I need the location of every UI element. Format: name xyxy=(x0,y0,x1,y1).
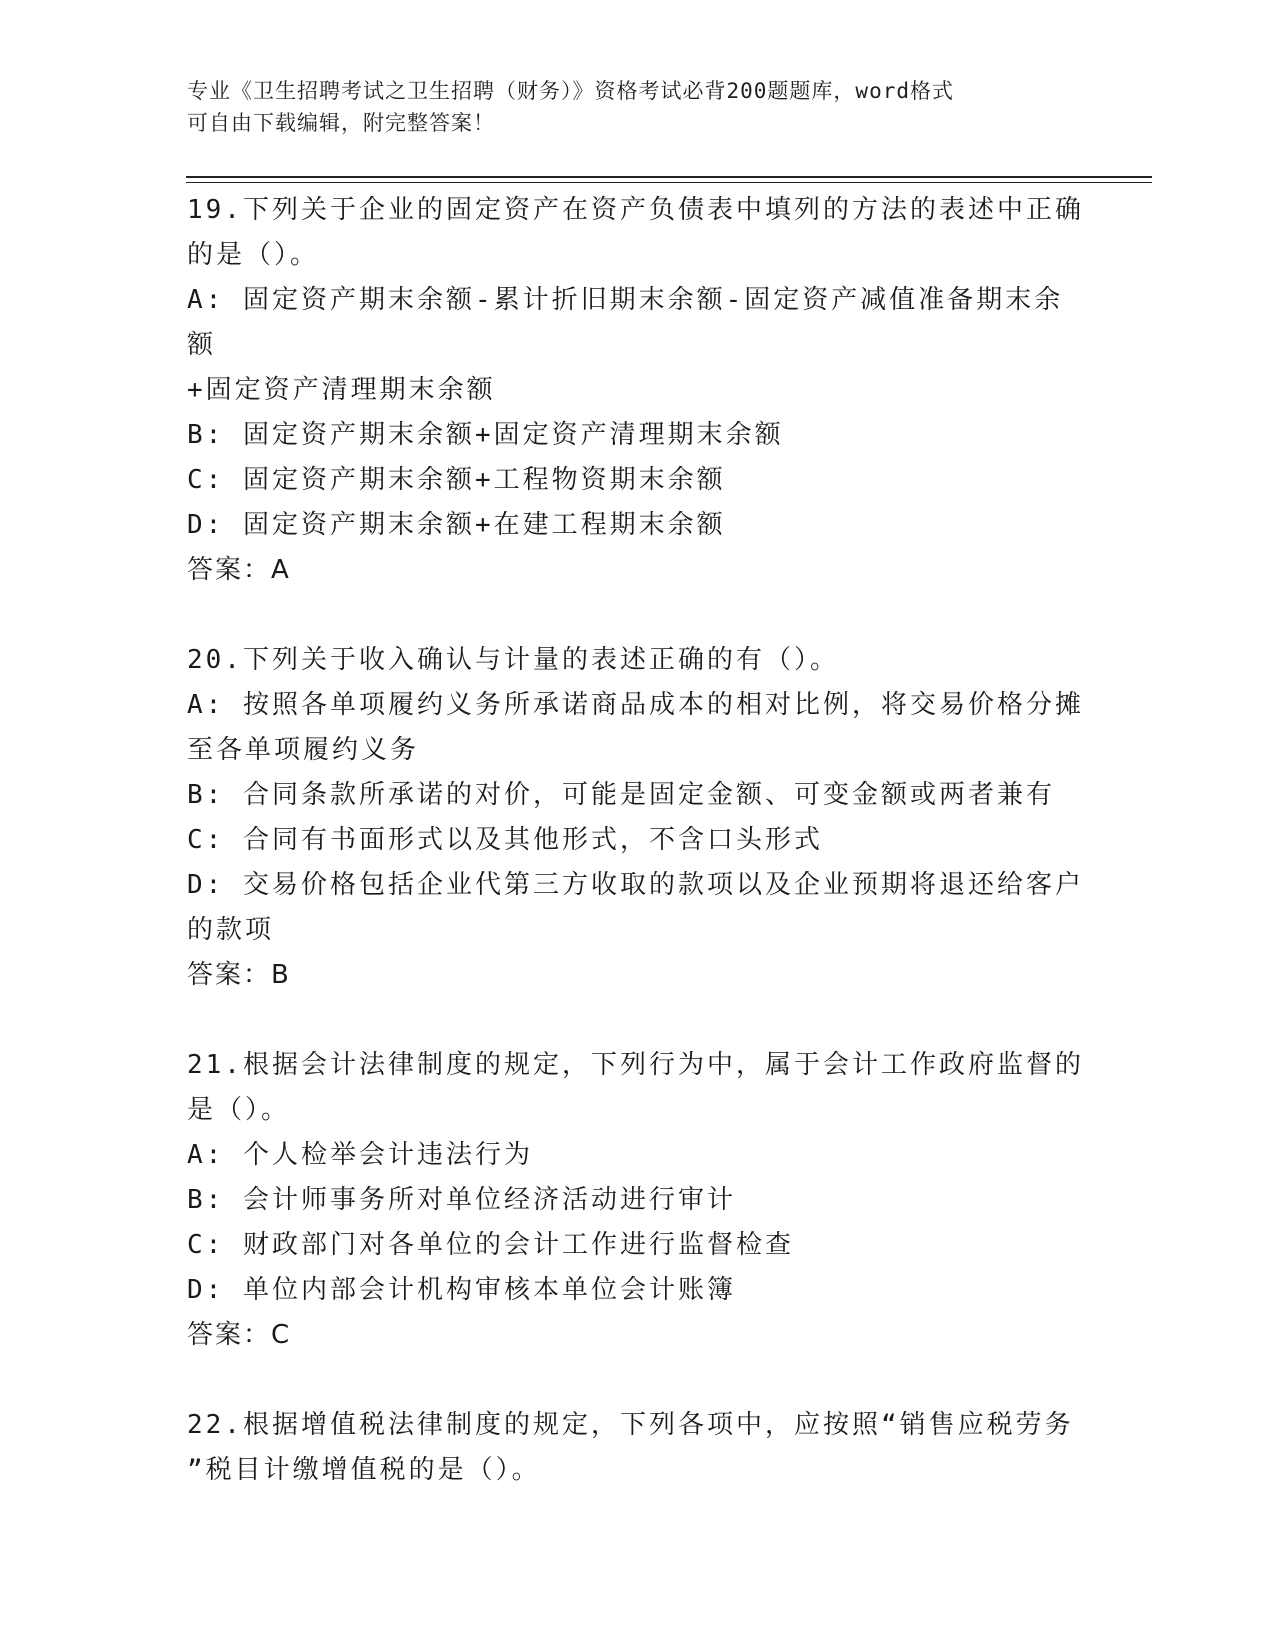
answer-label: 答案：B xyxy=(187,960,291,990)
option-b: B: 固定资产期末余额+固定资产清理期末余额 xyxy=(187,420,784,450)
document-header xyxy=(187,75,1077,139)
header-divider-thick xyxy=(186,176,1152,178)
option-d: D: 单位内部会计机构审核本单位会计账簿 xyxy=(187,1275,736,1305)
question-stem: 19.下列关于企业的固定资产在资产负债表中填列的方法的表述中正确 xyxy=(187,195,1084,225)
question-20 xyxy=(187,638,1087,998)
option-a: A: 固定资产期末余额-累计折旧期末余额-固定资产减值准备期末余额 xyxy=(187,285,1064,360)
question-22 xyxy=(187,1403,1087,1493)
header-line-1: 专业《卫生招聘考试之卫生招聘（财务）》资格考试必背200题题库，word格式 xyxy=(187,79,954,103)
header-line-2: 可自由下载编辑，附完整答案！ xyxy=(187,111,495,135)
question-stem: 22.根据增值税法律制度的规定，下列各项中，应按照“销售应税劳务 xyxy=(187,1410,1074,1440)
question-stem: 21.根据会计法律制度的规定，下列行为中，属于会计工作政府监督的 xyxy=(187,1050,1084,1080)
question-stem-cont: ”税目计缴增值税的是（）。 xyxy=(187,1455,541,1485)
option-d-cont: 的款项 xyxy=(187,915,275,945)
option-a-cont: 至各单项履约义务 xyxy=(187,735,420,765)
option-a: A: 个人检举会计违法行为 xyxy=(187,1140,533,1170)
question-19 xyxy=(187,188,1087,593)
option-b: B: 合同条款所承诺的对价，可能是固定金额、可变金额或两者兼有 xyxy=(187,780,1055,810)
option-c: C: 固定资产期末余额+工程物资期末余额 xyxy=(187,465,726,495)
option-d: D: 交易价格包括企业代第三方收取的款项以及企业预期将退还给客户 xyxy=(187,870,1084,900)
option-a: A: 按照各单项履约义务所承诺商品成本的相对比例，将交易价格分摊 xyxy=(187,690,1084,720)
header-divider-thin xyxy=(186,182,1152,183)
option-d: D: 固定资产期末余额+在建工程期末余额 xyxy=(187,510,726,540)
option-c: C: 合同有书面形式以及其他形式，不含口头形式 xyxy=(187,825,823,855)
question-stem: 20.下列关于收入确认与计量的表述正确的有（）。 xyxy=(187,645,839,675)
option-c: C: 财政部门对各单位的会计工作进行监督检查 xyxy=(187,1230,794,1260)
question-21 xyxy=(187,1043,1087,1358)
option-a-cont: +固定资产清理期末余额 xyxy=(187,375,496,405)
question-stem-cont: 的是（）。 xyxy=(187,240,320,270)
question-list xyxy=(187,188,1087,1538)
question-stem-cont: 是（）。 xyxy=(187,1095,291,1125)
answer-label: 答案：A xyxy=(187,555,291,585)
option-b: B: 会计师事务所对单位经济活动进行审计 xyxy=(187,1185,736,1215)
answer-label: 答案：C xyxy=(187,1320,292,1350)
